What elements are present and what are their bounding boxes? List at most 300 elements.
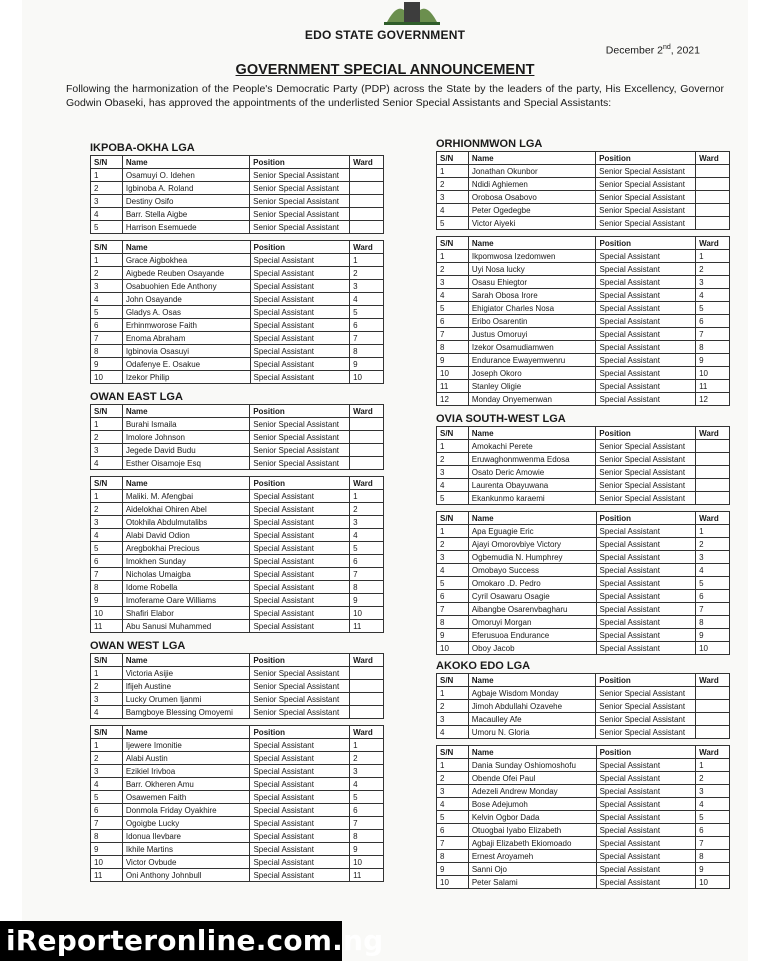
ward-cell: 10 — [350, 371, 384, 384]
appointee-name-cell: Igbinoba A. Roland — [122, 182, 249, 195]
appointee-name-cell: Ajayi Omorovbiye Victory — [468, 538, 596, 551]
appointee-name-cell: Orobosa Osabovo — [468, 191, 595, 204]
table-row — [437, 850, 730, 863]
appointee-name-cell: Victor Ovbude — [122, 856, 250, 869]
ward-cell — [350, 195, 384, 208]
table-row — [91, 358, 384, 371]
appointee-name-cell: Ikhile Martins — [122, 843, 250, 856]
position-cell: Special Assistant — [596, 850, 696, 863]
position-cell: Senior Special Assistant — [250, 208, 350, 221]
table-row — [437, 380, 730, 393]
table-row — [91, 620, 384, 633]
serial-number-cell: 10 — [91, 371, 123, 384]
column-header-position: Position — [596, 152, 696, 165]
ward-cell: 2 — [350, 267, 384, 280]
position-cell: Special Assistant — [596, 811, 696, 824]
serial-number-cell: 8 — [91, 345, 123, 358]
ward-cell — [350, 221, 384, 234]
appointee-name-cell: Ogbemudia N. Humphrey — [468, 551, 596, 564]
ward-cell: 8 — [350, 830, 384, 843]
column-header-sn: S/N — [437, 237, 469, 250]
announcement-heading: GOVERNMENT SPECIAL ANNOUNCEMENT — [235, 62, 535, 78]
serial-number-cell: 10 — [91, 856, 123, 869]
table-row — [437, 525, 730, 538]
appointee-name-cell: Justus Omoruyi — [468, 328, 596, 341]
lga-title: OVIA SOUTH-WEST LGA — [436, 413, 566, 425]
serial-number-cell: 4 — [437, 564, 469, 577]
appointee-name-cell: Aibangbe Osarenvbagharu — [468, 603, 596, 616]
ward-cell — [350, 667, 384, 680]
position-cell: Special Assistant — [250, 254, 350, 267]
special-assistants-table — [90, 240, 384, 384]
ward-cell — [696, 191, 730, 204]
table-row — [437, 785, 730, 798]
table-row — [91, 529, 384, 542]
serial-number-cell: 9 — [437, 629, 469, 642]
table-row — [437, 453, 730, 466]
ward-cell: 5 — [696, 811, 730, 824]
position-cell: Senior Special Assistant — [250, 680, 350, 693]
appointee-name-cell: Agbaji Elizabeth Ekiomoado — [468, 837, 596, 850]
table-row — [437, 876, 730, 889]
position-cell: Special Assistant — [596, 629, 696, 642]
serial-number-cell: 1 — [91, 490, 123, 503]
column-header-sn: S/N — [91, 405, 123, 418]
column-header-ward: Ward — [350, 477, 384, 490]
position-cell: Special Assistant — [596, 276, 696, 289]
serial-number-cell: 5 — [91, 306, 123, 319]
appointee-name-cell: Osabuohien Ede Anthony — [122, 280, 250, 293]
ward-cell: 8 — [696, 616, 730, 629]
table-header-row — [437, 427, 730, 440]
ward-cell: 11 — [696, 380, 730, 393]
position-cell: Special Assistant — [596, 577, 696, 590]
ward-cell: 8 — [696, 341, 730, 354]
appointee-name-cell: Shafiri Elabor — [122, 607, 250, 620]
ward-cell — [696, 492, 730, 505]
appointee-name-cell: Omoruyi Morgan — [468, 616, 596, 629]
appointee-name-cell: Jegede David Budu — [122, 444, 249, 457]
ward-cell — [696, 217, 730, 230]
appointee-name-cell: Burahi Ismaila — [122, 418, 249, 431]
position-cell: Special Assistant — [250, 817, 350, 830]
appointee-name-cell: Bose Adejumoh — [468, 798, 596, 811]
table-row — [437, 798, 730, 811]
position-cell: Senior Special Assistant — [250, 221, 350, 234]
ward-cell — [350, 706, 384, 719]
table-row — [437, 603, 730, 616]
table-row — [91, 306, 384, 319]
position-cell: Special Assistant — [250, 752, 350, 765]
position-cell: Special Assistant — [596, 616, 696, 629]
appointee-name-cell: Stanley Oligie — [468, 380, 596, 393]
appointee-name-cell: Aigbede Reuben Osayande — [122, 267, 250, 280]
serial-number-cell: 11 — [437, 380, 469, 393]
appointee-name-cell: Izekor Philip — [122, 371, 250, 384]
column-header-ward: Ward — [350, 654, 384, 667]
serial-number-cell: 6 — [437, 315, 469, 328]
ward-cell: 10 — [696, 367, 730, 380]
column-header-position: Position — [250, 241, 350, 254]
table-header-row — [91, 654, 384, 667]
appointee-name-cell: Sanni Ojo — [468, 863, 596, 876]
ward-cell: 4 — [696, 289, 730, 302]
serial-number-cell: 9 — [91, 358, 123, 371]
serial-number-cell: 8 — [437, 616, 469, 629]
ward-cell: 6 — [696, 824, 730, 837]
position-cell: Senior Special Assistant — [596, 440, 696, 453]
serial-number-cell: 3 — [437, 785, 469, 798]
position-cell: Special Assistant — [596, 759, 696, 772]
appointee-name-cell: Aidelokhai Ohiren Abel — [122, 503, 250, 516]
appointee-name-cell: Otokhila Abdulmutalibs — [122, 516, 250, 529]
serial-number-cell: 9 — [437, 354, 469, 367]
ward-cell: 4 — [350, 529, 384, 542]
serial-number-cell: 11 — [91, 869, 123, 882]
appointee-name-cell: Monday Onyemenwan — [468, 393, 596, 406]
serial-number-cell: 4 — [437, 289, 469, 302]
serial-number-cell: 8 — [91, 830, 123, 843]
ward-cell — [350, 444, 384, 457]
position-cell: Special Assistant — [596, 525, 696, 538]
column-header-sn: S/N — [91, 654, 123, 667]
appointee-name-cell: Grace Aigbokhea — [122, 254, 250, 267]
table-row — [91, 693, 384, 706]
serial-number-cell: 5 — [91, 221, 123, 234]
appointee-name-cell: Ernest Aroyameh — [468, 850, 596, 863]
position-cell: Special Assistant — [250, 306, 350, 319]
ward-cell — [350, 431, 384, 444]
appointee-name-cell: Enoma Abraham — [122, 332, 250, 345]
ward-cell: 9 — [696, 863, 730, 876]
column-header-name: Name — [468, 512, 596, 525]
serial-number-cell: 5 — [91, 542, 123, 555]
serial-number-cell: 5 — [437, 217, 469, 230]
position-cell: Special Assistant — [596, 863, 696, 876]
table-header-row — [437, 746, 730, 759]
appointee-name-cell: Apa Eguagie Eric — [468, 525, 596, 538]
table-row — [437, 204, 730, 217]
table-row — [437, 590, 730, 603]
coat-of-arms-icon — [382, 0, 442, 26]
serial-number-cell: 4 — [91, 529, 123, 542]
appointee-name-cell: Eruwaghonmwenma Edosa — [468, 453, 596, 466]
ward-cell: 5 — [696, 302, 730, 315]
position-cell: Senior Special Assistant — [250, 195, 350, 208]
table-header-row — [437, 237, 730, 250]
serial-number-cell: 4 — [91, 457, 123, 470]
serial-number-cell: 4 — [437, 798, 469, 811]
position-cell: Special Assistant — [250, 490, 350, 503]
ward-cell — [350, 182, 384, 195]
table-row — [91, 293, 384, 306]
appointee-name-cell: Barr. Stella Aigbe — [122, 208, 249, 221]
serial-number-cell: 4 — [91, 778, 123, 791]
appointee-name-cell: Ndidi Aghiemen — [468, 178, 595, 191]
table-row — [91, 555, 384, 568]
ward-cell: 5 — [350, 791, 384, 804]
appointee-name-cell: Ezikiel Irivboa — [122, 765, 250, 778]
position-cell: Special Assistant — [596, 551, 696, 564]
column-header-ward: Ward — [696, 746, 730, 759]
table-row — [91, 869, 384, 882]
serial-number-cell: 6 — [437, 824, 469, 837]
ward-cell — [696, 466, 730, 479]
position-cell: Special Assistant — [250, 594, 350, 607]
serial-number-cell: 4 — [437, 204, 469, 217]
ward-cell — [350, 169, 384, 182]
appointee-name-cell: Omobayo Success — [468, 564, 596, 577]
position-cell: Special Assistant — [250, 739, 350, 752]
table-row — [437, 538, 730, 551]
ward-cell: 1 — [350, 739, 384, 752]
senior-assistants-table — [90, 404, 384, 470]
table-header-row — [91, 405, 384, 418]
column-header-position: Position — [596, 674, 696, 687]
serial-number-cell: 7 — [91, 332, 123, 345]
position-cell: Special Assistant — [250, 843, 350, 856]
ward-cell: 7 — [696, 837, 730, 850]
ward-cell: 12 — [696, 393, 730, 406]
position-cell: Special Assistant — [596, 824, 696, 837]
ward-cell: 6 — [350, 555, 384, 568]
appointee-name-cell: Osawemen Faith — [122, 791, 250, 804]
table-row — [91, 765, 384, 778]
serial-number-cell: 7 — [91, 817, 123, 830]
column-header-position: Position — [596, 512, 696, 525]
column-header-ward: Ward — [350, 156, 384, 169]
special-assistants-table — [436, 236, 730, 406]
table-row — [437, 564, 730, 577]
ward-cell: 10 — [350, 607, 384, 620]
table-row — [437, 354, 730, 367]
appointee-name-cell: Imoferame Oare Williams — [122, 594, 250, 607]
ward-cell: 3 — [696, 551, 730, 564]
appointee-name-cell: Joseph Okoro — [468, 367, 596, 380]
ward-cell: 2 — [696, 538, 730, 551]
ward-cell: 7 — [696, 328, 730, 341]
column-header-position: Position — [250, 477, 350, 490]
appointee-name-cell: Esther Oisamoje Esq — [122, 457, 249, 470]
serial-number-cell: 2 — [91, 680, 123, 693]
table-row — [437, 479, 730, 492]
table-row — [91, 817, 384, 830]
column-header-name: Name — [468, 152, 595, 165]
ward-cell — [350, 680, 384, 693]
position-cell: Special Assistant — [596, 603, 696, 616]
ward-cell: 3 — [696, 785, 730, 798]
appointee-name-cell: Jonathan Okunbor — [468, 165, 595, 178]
ward-cell: 9 — [350, 594, 384, 607]
lga-title: OWAN WEST LGA — [90, 640, 186, 652]
position-cell: Senior Special Assistant — [596, 479, 696, 492]
serial-number-cell: 10 — [437, 642, 469, 655]
table-row — [437, 616, 730, 629]
column-header-name: Name — [468, 746, 596, 759]
table-row — [437, 315, 730, 328]
ward-cell — [350, 208, 384, 221]
column-header-position: Position — [250, 654, 350, 667]
table-row — [91, 457, 384, 470]
table-row — [91, 752, 384, 765]
ward-cell: 3 — [696, 276, 730, 289]
ward-cell: 10 — [696, 642, 730, 655]
serial-number-cell: 4 — [437, 479, 469, 492]
position-cell: Senior Special Assistant — [596, 204, 696, 217]
column-header-sn: S/N — [437, 674, 469, 687]
table-row — [91, 542, 384, 555]
appointee-name-cell: Ekankunmo karaemi — [468, 492, 596, 505]
lga-title: OWAN EAST LGA — [90, 391, 183, 403]
ward-cell — [696, 700, 730, 713]
position-cell: Special Assistant — [250, 620, 350, 633]
appointee-name-cell: Agbaje Wisdom Monday — [468, 687, 595, 700]
ward-cell: 8 — [696, 850, 730, 863]
serial-number-cell: 12 — [437, 393, 469, 406]
column-header-name: Name — [122, 405, 249, 418]
position-cell: Senior Special Assistant — [596, 217, 696, 230]
serial-number-cell: 1 — [91, 254, 123, 267]
column-header-position: Position — [596, 746, 696, 759]
serial-number-cell: 2 — [437, 178, 469, 191]
column-header-sn: S/N — [91, 241, 123, 254]
serial-number-cell: 3 — [91, 280, 123, 293]
table-row — [437, 341, 730, 354]
position-cell: Special Assistant — [250, 371, 350, 384]
appointee-name-cell: Destiny Osifo — [122, 195, 249, 208]
table-row — [91, 804, 384, 817]
position-cell: Senior Special Assistant — [596, 466, 696, 479]
appointee-name-cell: Osasu Ehiegtor — [468, 276, 596, 289]
column-header-sn: S/N — [91, 156, 123, 169]
appointee-name-cell: Macaulley Afe — [468, 713, 595, 726]
position-cell: Senior Special Assistant — [596, 687, 696, 700]
appointee-name-cell: Obende Ofei Paul — [468, 772, 596, 785]
table-row — [437, 440, 730, 453]
serial-number-cell: 3 — [437, 466, 469, 479]
ward-cell: 11 — [350, 620, 384, 633]
position-cell: Special Assistant — [596, 564, 696, 577]
table-row — [91, 490, 384, 503]
appointee-name-cell: Osato Deric Amowie — [468, 466, 596, 479]
position-cell: Senior Special Assistant — [250, 457, 350, 470]
table-row — [437, 629, 730, 642]
special-assistants-table — [90, 725, 384, 882]
ward-cell: 5 — [350, 542, 384, 555]
column-header-ward: Ward — [696, 674, 730, 687]
serial-number-cell: 2 — [91, 503, 123, 516]
table-row — [91, 332, 384, 345]
appointee-name-cell: Lucky Orumen Ijanmi — [122, 693, 250, 706]
table-row — [91, 280, 384, 293]
table-header-row — [91, 477, 384, 490]
senior-assistants-table — [90, 653, 384, 719]
ward-cell: 9 — [696, 354, 730, 367]
appointee-name-cell: Victor Aiyeki — [468, 217, 595, 230]
position-cell: Special Assistant — [596, 590, 696, 603]
table-row — [91, 607, 384, 620]
table-row — [437, 759, 730, 772]
column-header-sn: S/N — [437, 746, 469, 759]
position-cell: Special Assistant — [596, 341, 696, 354]
government-name: EDO STATE GOVERNMENT — [304, 28, 466, 42]
lga-title: IKPOBA-OKHA LGA — [90, 142, 195, 154]
ward-cell: 9 — [350, 358, 384, 371]
position-cell: Senior Special Assistant — [596, 165, 696, 178]
position-cell: Special Assistant — [596, 393, 696, 406]
ward-cell: 6 — [350, 804, 384, 817]
table-row — [91, 843, 384, 856]
table-row — [91, 791, 384, 804]
position-cell: Senior Special Assistant — [596, 191, 696, 204]
position-cell: Special Assistant — [596, 263, 696, 276]
position-cell: Special Assistant — [250, 804, 350, 817]
table-row — [91, 345, 384, 358]
serial-number-cell: 3 — [437, 713, 469, 726]
appointee-name-cell: Bamgboye Blessing Omoyemi — [122, 706, 250, 719]
ward-cell: 1 — [350, 490, 384, 503]
appointee-name-cell: Laurenta Obayuwana — [468, 479, 596, 492]
position-cell: Special Assistant — [596, 328, 696, 341]
table-row — [437, 367, 730, 380]
appointee-name-cell: Endurance Ewayemwenru — [468, 354, 596, 367]
position-cell: Special Assistant — [596, 876, 696, 889]
position-cell: Special Assistant — [596, 315, 696, 328]
appointee-name-cell: Donmola Friday Oyakhire — [122, 804, 250, 817]
column-header-name: Name — [122, 241, 250, 254]
appointee-name-cell: Harrison Esemuede — [122, 221, 249, 234]
serial-number-cell: 5 — [91, 791, 123, 804]
ward-cell: 1 — [696, 250, 730, 263]
ward-cell: 1 — [350, 254, 384, 267]
ward-cell: 7 — [696, 603, 730, 616]
ward-cell — [696, 165, 730, 178]
table-row — [91, 319, 384, 332]
position-cell: Senior Special Assistant — [250, 182, 350, 195]
column-header-ward: Ward — [350, 241, 384, 254]
ward-cell — [696, 204, 730, 217]
table-row — [91, 594, 384, 607]
position-cell: Special Assistant — [250, 568, 350, 581]
appointee-name-cell: Otuogbai Iyabo Elizabeth — [468, 824, 596, 837]
ward-cell — [696, 453, 730, 466]
column-header-ward: Ward — [696, 512, 730, 525]
appointee-name-cell: Victoria Asijie — [122, 667, 250, 680]
column-header-name: Name — [122, 156, 249, 169]
serial-number-cell: 9 — [91, 843, 123, 856]
position-cell: Special Assistant — [250, 607, 350, 620]
ward-cell: 8 — [350, 581, 384, 594]
serial-number-cell: 4 — [91, 706, 123, 719]
position-cell: Special Assistant — [596, 380, 696, 393]
position-cell: Special Assistant — [250, 516, 350, 529]
appointee-name-cell: Imolore Johnson — [122, 431, 249, 444]
table-row — [437, 713, 730, 726]
table-row — [91, 169, 384, 182]
table-row — [437, 263, 730, 276]
serial-number-cell: 1 — [437, 525, 469, 538]
ward-cell: 5 — [350, 306, 384, 319]
position-cell: Special Assistant — [250, 503, 350, 516]
appointee-name-cell: Oni Anthony Johnbull — [122, 869, 250, 882]
appointee-name-cell: Eferusuoa Endurance — [468, 629, 596, 642]
announcement-document — [22, 0, 748, 961]
column-header-position: Position — [596, 237, 696, 250]
announcement-date: December 2nd, 2021 — [605, 44, 700, 57]
position-cell: Senior Special Assistant — [250, 667, 350, 680]
appointee-name-cell: Omokaro .D. Pedro — [468, 577, 596, 590]
table-row — [91, 195, 384, 208]
